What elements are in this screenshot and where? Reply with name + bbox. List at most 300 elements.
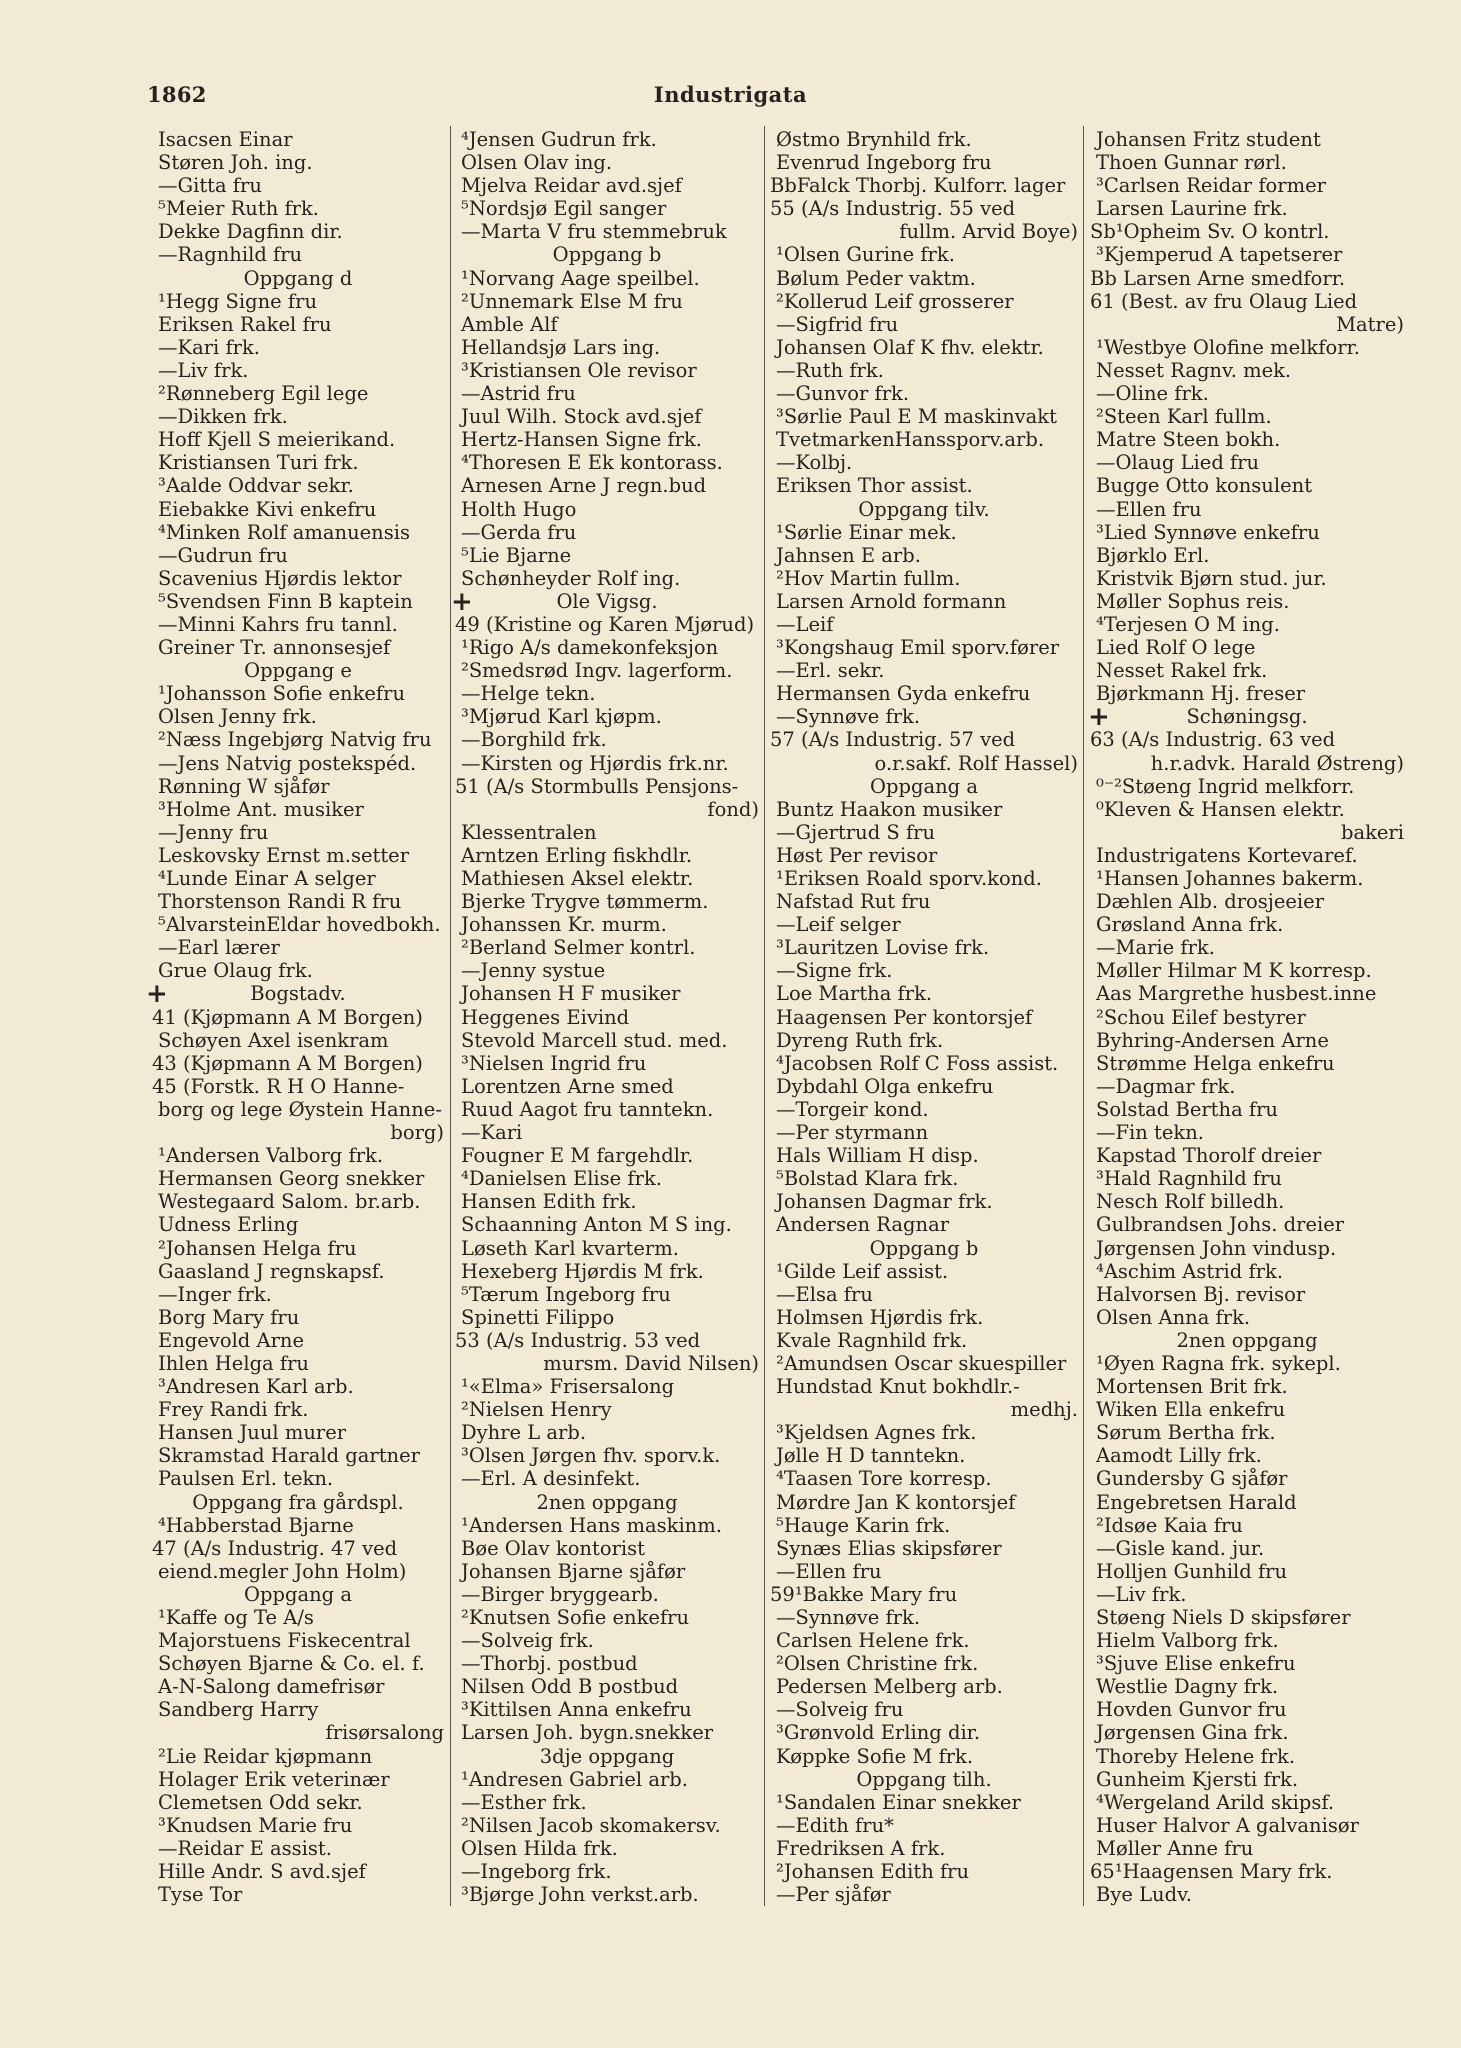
directory-entry: Støeng Niels D skipsfører — [1096, 1606, 1351, 1629]
directory-entry: ⁴Habberstad Bjarne — [158, 1513, 354, 1537]
directory-entry: ³Sjuve Elise enkefru — [1096, 1652, 1296, 1676]
section-heading: 2nen oppgang — [1176, 1328, 1318, 1352]
directory-entry: Møller Hilmar M K korresp. — [1096, 959, 1372, 983]
directory-entry: ³Holme Ant. musiker — [158, 797, 364, 821]
directory-entry: borg og lege Øystein Hanne- — [158, 1097, 442, 1121]
directory-entry: h.r.advk. Harald Østreng) — [1150, 751, 1404, 775]
directory-entry: ²Nilsen Jacob skomakersv. — [461, 1813, 721, 1837]
directory-entry: Holljen Gunhild fru — [1096, 1559, 1288, 1583]
directory-entry: —Sigfrid fru — [776, 312, 899, 336]
section-heading: Oppgang e — [244, 659, 352, 683]
directory-entry: Aamodt Lilly frk. — [1096, 1444, 1262, 1468]
directory-entry: Mathiesen Aksel elektr. — [461, 867, 694, 890]
directory-entry: ¹Kaffe og Te A/s — [158, 1606, 314, 1629]
directory-entry: ⁰Kleven & Hansen elektr. — [1096, 797, 1345, 821]
column-divider — [1083, 126, 1084, 1906]
directory-entry: Udness Erling — [158, 1213, 299, 1237]
directory-entry: —Solveig fru — [776, 1698, 904, 1722]
directory-entry: ⁴Jensen Gudrun frk. — [461, 128, 657, 151]
directory-entry: ¹Hansen Johannes bakerm. — [1096, 867, 1364, 890]
directory-entry: ²Næss Ingebjørg Natvig fru — [158, 728, 432, 752]
directory-entry: Strømme Helga enkefru — [1096, 1051, 1335, 1075]
directory-entry: ¹Rigo A/s damekonfeksjon — [461, 636, 719, 660]
directory-entry: ²Amundsen Oscar skuespiller — [776, 1351, 1067, 1375]
directory-entry: —Birger bryggearb. — [461, 1582, 659, 1606]
directory-entry: —Signe frk. — [776, 959, 893, 983]
directory-entry: Johansen Fritz student — [1096, 128, 1321, 151]
directory-entry: ⁵Lie Bjarne — [461, 543, 572, 567]
directory-entry: Gunheim Kjersti frk. — [1096, 1767, 1299, 1791]
directory-entry: ⁵Nordsjø Egil sanger — [461, 197, 667, 221]
directory-entry: —Borghild frk. — [461, 728, 607, 752]
directory-entry: ¹Hegg Signe fru — [158, 289, 317, 313]
directory-entry: A-N-Salong damefrisør — [158, 1675, 385, 1699]
directory-entry: —Olaug Lied fru — [1096, 451, 1260, 475]
directory-entry: Jørgensen John vindusp. — [1096, 1236, 1337, 1260]
directory-entry: Mørdre Jan K kontorsjef — [776, 1490, 1016, 1514]
directory-entry: fullm. Arvid Boye) — [899, 220, 1078, 244]
directory-entry: Olsen Jenny frk. — [158, 705, 317, 729]
directory-entry: ⁵AlvarsteinEldar hovedbokh. — [158, 913, 441, 937]
directory-entry: Eriksen Thor assist. — [776, 474, 973, 498]
directory-entry: Pedersen Melberg arb. — [776, 1675, 1003, 1699]
directory-entry: eiend.megler John Holm) — [158, 1559, 407, 1583]
directory-entry: —Oline frk. — [1096, 382, 1209, 406]
directory-entry: ³Kittilsen Anna enkefru — [461, 1698, 692, 1722]
directory-entry: Haagensen Per kontorsjef — [776, 1005, 1033, 1029]
directory-entry: ⁴Minken Rolf amanuensis — [158, 520, 410, 544]
directory-entry: Ihlen Helga fru — [158, 1351, 309, 1375]
directory-entry: Arnesen Arne J regn.bud — [461, 474, 707, 498]
directory-entry: Kvale Ragnhild frk. — [776, 1328, 968, 1352]
directory-column-3 — [770, 128, 1078, 1906]
section-heading: Oppgang d — [243, 266, 353, 290]
directory-entry: —Dikken frk. — [158, 405, 288, 429]
directory-entry: Evenrud Ingeborg fru — [776, 151, 992, 175]
directory-entry: Dyhre L arb. — [461, 1421, 587, 1445]
directory-entry: 55 (A/s Industrig. 55 ved — [770, 197, 1016, 221]
directory-entry: Lorentzen Arne smed — [461, 1074, 674, 1098]
directory-entry: ²Nielsen Henry — [461, 1398, 612, 1422]
directory-entry: Tyse Tor — [158, 1883, 243, 1907]
directory-entry: Jørgensen Gina frk. — [1096, 1721, 1289, 1745]
directory-entry: ³Aalde Oddvar sekr. — [158, 474, 354, 498]
directory-entry: Buntz Haakon musiker — [776, 797, 1003, 821]
directory-entry: Clemetsen Odd sekr. — [158, 1790, 363, 1814]
directory-entry: bakeri — [1340, 820, 1404, 844]
directory-entry: Hermansen Gyda enkefru — [776, 682, 1031, 706]
directory-entry: 41 (Kjøpmann A M Borgen) — [152, 1005, 423, 1029]
directory-entry: Sb¹Opheim Sv. O kontrl. — [1090, 220, 1330, 244]
cross-mark-icon: + — [146, 979, 168, 1009]
directory-entry: —Jenny fru — [158, 820, 269, 844]
directory-entry: ³Sørlie Paul E M maskinvakt — [776, 405, 1057, 429]
directory-entry: ³Kristiansen Ole revisor — [461, 358, 697, 382]
directory-entry: Høst Per revisor — [776, 843, 938, 867]
section-heading: Schøningsg. — [1186, 705, 1308, 729]
directory-entry: —Elsa fru — [776, 1282, 873, 1306]
directory-entry: —Gerda fru — [461, 520, 577, 544]
directory-entry: ³Kongshaug Emil sporv.fører — [776, 636, 1060, 660]
directory-entry: 45 (Forstk. R H O Hanne- — [152, 1074, 405, 1098]
directory-entry: Sandberg Harry — [158, 1698, 319, 1722]
directory-entry: Industrigatens Kortevaref. — [1096, 843, 1358, 867]
section-heading: Oppgang fra gårdspl. — [192, 1490, 404, 1514]
directory-entry: —Ellen fru — [1096, 497, 1202, 521]
directory-entry: Bb Larsen Arne smedforr. — [1090, 266, 1346, 290]
directory-entry: ⁴Danielsen Elise frk. — [461, 1167, 662, 1191]
directory-entry: Andersen Ragnar — [776, 1213, 950, 1237]
directory-entry: ¹Andresen Gabriel arb. — [461, 1767, 688, 1791]
directory-entry: Holager Erik veterinær — [158, 1767, 390, 1791]
directory-entry: Eriksen Rakel fru — [158, 312, 332, 336]
directory-entry: Rønning W sjåfør — [158, 774, 330, 798]
directory-entry: 63 (A/s Industrig. 63 ved — [1090, 728, 1336, 752]
directory-entry: ²Steen Karl fullm. — [1096, 405, 1272, 429]
directory-entry: Spinetti Filippo — [461, 1305, 615, 1329]
directory-entry: —Jenny systue — [461, 959, 606, 983]
directory-entry: Schønheyder Rolf ing. — [461, 566, 681, 590]
directory-entry: Hundstad Knut bokhdlr.- — [776, 1375, 1020, 1399]
directory-entry: Hermansen Georg snekker — [158, 1167, 425, 1191]
directory-entry: —Liv frk. — [1096, 1582, 1187, 1606]
directory-entry: 65¹Haagensen Mary frk. — [1090, 1860, 1333, 1884]
directory-entry: —Minni Kahrs fru tannl. — [158, 612, 398, 636]
directory-entry: —Fin tekn. — [1096, 1121, 1204, 1145]
directory-entry: Hexeberg Hjørdis M frk. — [461, 1259, 704, 1283]
directory-column-4 — [1090, 128, 1404, 1906]
page-number: 1862 — [147, 82, 207, 107]
directory-entry: —Gudrun fru — [158, 543, 288, 567]
directory-entry: ¹Westbye Olofine melkforr. — [1096, 335, 1360, 359]
directory-entry: Nesset Rakel frk. — [1096, 659, 1268, 683]
directory-entry: Matre Steen bokh. — [1096, 428, 1281, 452]
directory-entry: Wiken Ella enkefru — [1096, 1398, 1286, 1422]
directory-entry: —Gisle kand. jur. — [1096, 1536, 1265, 1560]
directory-entry: ²Schou Eilef bestyrer — [1096, 1005, 1306, 1029]
directory-entry: Synæs Elias skipsfører — [776, 1536, 1002, 1560]
directory-entry: ⁰⁻²Støeng Ingrid melkforr. — [1096, 774, 1355, 798]
directory-entry: Johansen Bjarne sjåfør — [461, 1559, 686, 1583]
directory-entry: ¹Sørlie Einar mek. — [776, 520, 957, 544]
directory-entry: Huser Halvor A galvanisør — [1096, 1813, 1359, 1837]
directory-entry: Køppke Sofie M frk. — [776, 1744, 974, 1768]
directory-entry: ⁵Tærum Ingeborg fru — [461, 1282, 671, 1306]
directory-entry: Fredriksen A frk. — [776, 1836, 946, 1860]
directory-entry: ³Grønvold Erling dir. — [776, 1721, 981, 1745]
directory-entry: ²Rønneberg Egil lege — [158, 382, 369, 406]
directory-entry: —Synnøve frk. — [776, 1606, 921, 1629]
directory-entry: Paulsen Erl. tekn. — [158, 1467, 334, 1491]
directory-entry: Sørum Bertha frk. — [1096, 1421, 1276, 1445]
directory-entry: Arntzen Erling fiskhdlr. — [461, 843, 693, 867]
directory-entry: ¹Johansson Sofie enkefru — [158, 682, 406, 706]
directory-entry: ³Bjørge John verkst.arb. — [461, 1883, 699, 1907]
directory-entry: Hals William H disp. — [776, 1144, 979, 1168]
page-title: Industrigata — [653, 82, 808, 107]
directory-entry: ¹Olsen Gurine frk. — [776, 243, 955, 267]
directory-column-1 — [152, 128, 444, 1906]
cross-mark-icon: + — [1088, 702, 1110, 732]
directory-entry: ⁴Jacobsen Rolf C Foss assist. — [776, 1051, 1059, 1075]
directory-entry: ²Knutsen Sofie enkefru — [461, 1606, 690, 1629]
directory-entry: —Ellen fru — [776, 1559, 882, 1583]
section-heading: Oppgang a — [870, 774, 978, 798]
directory-entry: borg) — [390, 1121, 444, 1145]
directory-entry: Byhring-Andersen Arne — [1096, 1028, 1329, 1052]
directory-entry: Klessentralen — [461, 820, 597, 844]
directory-entry: ²Berland Selmer kontrl. — [461, 936, 696, 960]
directory-entry: Carlsen Helene frk. — [776, 1629, 970, 1653]
directory-entry: Dybdahl Olga enkefru — [776, 1074, 994, 1098]
directory-entry: Jølle H D tanntekn. — [776, 1444, 966, 1468]
directory-entry: —Marta V fru stemmebruk — [461, 220, 727, 244]
directory-entry: Hansen Juul murer — [158, 1421, 347, 1445]
directory-entry: Olsen Hilda frk. — [461, 1836, 618, 1860]
directory-entry: Johansen Dagmar frk. — [776, 1190, 993, 1214]
directory-entry: 59¹Bakke Mary fru — [770, 1582, 958, 1606]
directory-entry: Gulbrandsen Johs. dreier — [1096, 1213, 1345, 1237]
directory-entry: Majorstuens Fiskecentral — [158, 1629, 411, 1653]
directory-entry: TvetmarkenHanssporv.arb. — [776, 428, 1045, 452]
directory-entry: ¹Eriksen Roald sporv.kond. — [776, 867, 1042, 890]
directory-entry: 51 (A/s Stormbulls Pensjons- — [455, 774, 739, 798]
directory-entry: ³Lauritzen Lovise frk. — [776, 936, 990, 960]
directory-entry: ³Hald Ragnhild fru — [1096, 1167, 1282, 1191]
directory-entry: Thoreby Helene frk. — [1096, 1744, 1296, 1768]
directory-entry: —Kolbj. — [776, 451, 853, 475]
section-heading: Oppgang b — [552, 243, 662, 267]
directory-entry: —Helge tekn. — [461, 682, 596, 706]
directory-entry: —Edith fru* — [776, 1813, 894, 1837]
directory-entry: Loe Martha frk. — [776, 982, 933, 1006]
directory-entry: —Inger frk. — [158, 1282, 272, 1306]
directory-entry: Holmsen Hjørdis frk. — [776, 1305, 984, 1329]
directory-entry: Lied Rolf O lege — [1096, 636, 1256, 660]
directory-entry: Johansen Olaf K fhv. elektr. — [776, 335, 1044, 359]
directory-entry: —Solveig frk. — [461, 1629, 594, 1653]
directory-entry: Kristvik Bjørn stud. jur. — [1096, 566, 1327, 590]
directory-entry: ³Knudsen Marie fru — [158, 1813, 353, 1837]
directory-entry: Nilsen Odd B postbud — [461, 1675, 679, 1699]
directory-entry: ²Olsen Christine frk. — [776, 1652, 979, 1676]
directory-entry: Solstad Bertha fru — [1096, 1097, 1278, 1121]
directory-entry: Westlie Dagny frk. — [1096, 1675, 1279, 1699]
directory-entry: ³Nielsen Ingrid fru — [461, 1051, 647, 1075]
directory-entry: ²Johansen Edith fru — [776, 1860, 970, 1884]
directory-entry: ²Idsøe Kaia fru — [1096, 1513, 1243, 1537]
directory-entry: Juul Wilh. Stock avd.sjef — [461, 405, 702, 429]
directory-entry: ⁵Bolstad Klara frk. — [776, 1167, 959, 1191]
section-heading: 2nen oppgang — [536, 1490, 678, 1514]
directory-entry: ³Olsen Jørgen fhv. sporv.k. — [461, 1444, 721, 1468]
directory-entry: ³Carlsen Reidar former — [1096, 174, 1326, 198]
directory-entry: —Ragnhild fru — [158, 243, 303, 267]
directory-entry: Aas Margrethe husbest.inne — [1096, 982, 1377, 1006]
directory-entry: Eiebakke Kivi enkefru — [158, 497, 377, 521]
directory-entry: Skramstad Harald gartner — [158, 1444, 420, 1468]
directory-entry: Frey Randi frk. — [158, 1398, 309, 1422]
directory-entry: —Astrid fru — [461, 382, 576, 406]
directory-entry: ⁵Meier Ruth frk. — [158, 197, 320, 221]
directory-entry: ¹Sandalen Einar snekker — [776, 1790, 1021, 1814]
directory-entry: —Leif selger — [776, 913, 901, 937]
directory-entry: Bøe Olav kontorist — [461, 1536, 645, 1560]
directory-entry: Grue Olaug frk. — [158, 959, 313, 983]
directory-entry: Heggenes Eivind — [461, 1005, 630, 1029]
section-heading: Oppgang a — [244, 1582, 352, 1606]
directory-entry: ²Lie Reidar kjøpmann — [158, 1744, 373, 1768]
directory-entry: Jahnsen E arb. — [776, 543, 921, 567]
directory-entry: Nesch Rolf billedh. — [1096, 1190, 1285, 1214]
directory-entry: —Kirsten og Hjørdis frk.nr. — [461, 751, 729, 775]
directory-entry: Hoff Kjell S meierikand. — [158, 428, 396, 452]
directory-entry: ³Kjeldsen Agnes frk. — [776, 1421, 977, 1445]
directory-entry: Amble Alf — [461, 312, 558, 336]
directory-entry: Johansen H F musiker — [461, 982, 681, 1006]
directory-entry: Schaanning Anton M S ing. — [461, 1213, 732, 1237]
directory-entry: ¹Norvang Aage speilbel. — [461, 266, 700, 290]
directory-entry: —Synnøve frk. — [776, 705, 921, 729]
directory-entry: —Dagmar frk. — [1096, 1074, 1236, 1098]
directory-entry: —Per styrmann — [776, 1121, 929, 1145]
directory-entry: Matre) — [1336, 312, 1404, 336]
directory-entry: ²Hov Martin fullm. — [776, 566, 961, 590]
directory-entry: ¹Øyen Ragna frk. sykepl. — [1096, 1351, 1341, 1375]
directory-entry: —Gunvor frk. — [776, 382, 910, 406]
directory-entry: ⁵Svendsen Finn B kaptein — [158, 589, 413, 613]
directory-entry: Ruud Aagot fru tanntekn. — [461, 1097, 714, 1121]
section-heading: Oppgang tilh. — [856, 1767, 992, 1791]
directory-entry: Hille Andr. S avd.sjef — [158, 1860, 366, 1884]
directory-entry: Halvorsen Bj. revisor — [1096, 1282, 1306, 1306]
directory-entry: Olsen Anna frk. — [1096, 1305, 1251, 1329]
directory-entry: —Per sjåfør — [776, 1883, 891, 1907]
column-divider — [450, 126, 451, 1906]
directory-entry: Bølum Peder vaktm. — [776, 266, 976, 290]
directory-entry: Olsen Olav ing. — [461, 151, 613, 175]
directory-entry: Hellandsjø Lars ing. — [461, 335, 661, 359]
directory-entry: Møller Sophus reis. — [1096, 589, 1290, 613]
directory-entry: Isacsen Einar — [158, 128, 293, 151]
directory-column-2 — [455, 128, 759, 1906]
directory-entry: ⁴Thoresen E Ek kontorass. — [461, 451, 723, 475]
section-heading: Bogstadv. — [250, 982, 346, 1006]
directory-entry: Kapstad Thorolf dreier — [1096, 1144, 1322, 1168]
directory-entry: 43 (Kjøpmann A M Borgen) — [152, 1051, 423, 1075]
directory-entry: —Ruth frk. — [776, 358, 884, 382]
directory-entry: Bjerke Trygve tømmerm. — [461, 890, 709, 914]
directory-entry: Møller Anne fru — [1096, 1836, 1254, 1860]
directory-entry: Mortensen Brit frk. — [1096, 1375, 1288, 1399]
directory-entry: frisørsalong — [325, 1721, 444, 1745]
directory-entry: ²Kollerud Leif grosserer — [776, 289, 1014, 313]
directory-entry: Engevold Arne — [158, 1328, 304, 1352]
directory-entry: 61 (Best. av fru Olaug Lied — [1090, 289, 1358, 313]
directory-entry: Løseth Karl kvarterm. — [461, 1236, 679, 1260]
directory-entry: —Gjertrud S fru — [776, 820, 936, 844]
directory-entry: ²Smedsrød Ingv. lagerform. — [461, 659, 733, 683]
directory-entry: —Marie frk. — [1096, 936, 1215, 960]
directory-entry: ³Kjemperud A tapetserer — [1096, 243, 1343, 267]
directory-entry: Gundersby G sjåfør — [1096, 1467, 1288, 1491]
directory-entry: Gaasland J regnskapsf. — [158, 1259, 385, 1283]
directory-entry: Nafstad Rut fru — [776, 890, 931, 914]
directory-entry: Hansen Edith frk. — [461, 1190, 637, 1214]
directory-entry: Bjørkmann Hj. freser — [1096, 682, 1306, 706]
directory-entry: Dæhlen Alb. drosjeeier — [1096, 890, 1325, 914]
directory-entry: Dekke Dagfinn dir. — [158, 220, 343, 244]
directory-entry: Westegaard Salom. br.arb. — [158, 1190, 421, 1214]
directory-entry: —Kari frk. — [158, 335, 261, 359]
directory-entry: Schøyen Axel isenkram — [158, 1028, 389, 1052]
directory-entry: Hielm Valborg frk. — [1096, 1629, 1279, 1653]
directory-entry: ⁴Taasen Tore korresp. — [776, 1467, 992, 1491]
directory-entry: —Erl. A desinfekt. — [461, 1467, 641, 1491]
cross-mark-icon: + — [451, 587, 473, 617]
directory-entry: Østmo Brynhild frk. — [776, 128, 972, 151]
directory-entry: Kristiansen Turi frk. — [158, 451, 359, 475]
directory-entry: Johanssen Kr. murm. — [461, 913, 667, 937]
directory-entry: ¹Andersen Hans maskinm. — [461, 1513, 722, 1537]
directory-entry: 57 (A/s Industrig. 57 ved — [770, 728, 1016, 752]
directory-entry: Greiner Tr. annonsesjef — [158, 636, 391, 660]
directory-entry: medhj. — [1010, 1398, 1078, 1422]
directory-entry: o.r.sakf. Rolf Hassel) — [874, 751, 1078, 775]
directory-entry: ⁴Wergeland Arild skipsf. — [1096, 1790, 1335, 1814]
directory-entry: —Leif — [776, 612, 834, 636]
directory-entry: Borg Mary fru — [158, 1305, 300, 1329]
directory-entry: ³Lied Synnøve enkefru — [1096, 520, 1320, 544]
directory-entry: ¹Gilde Leif assist. — [776, 1259, 949, 1283]
directory-entry: ²Johansen Helga fru — [158, 1236, 357, 1260]
directory-entry: Nesset Ragnv. mek. — [1096, 358, 1292, 382]
directory-entry: Bye Ludv. — [1096, 1883, 1192, 1907]
directory-entry: 49 (Kristine og Karen Mjørud) — [455, 612, 755, 636]
directory-entry: ⁴Lunde Einar A selger — [158, 867, 376, 890]
directory-entry: Mjelva Reidar avd.sjef — [461, 174, 682, 198]
directory-entry: Leskovsky Ernst m.setter — [158, 843, 410, 867]
directory-entry: Støren Joh. ing. — [158, 151, 313, 175]
directory-entry: —Esther frk. — [461, 1790, 587, 1814]
directory-entry: Larsen Joh. bygn.snekker — [461, 1721, 714, 1745]
directory-entry: ¹«Elma» Frisersalong — [461, 1375, 675, 1399]
directory-entry: —Liv frk. — [158, 358, 249, 382]
directory-entry: ³Mjørud Karl kjøpm. — [461, 705, 662, 729]
directory-entry: Thorstenson Randi R fru — [158, 890, 402, 914]
directory-entry: Hovden Gunvor fru — [1096, 1698, 1287, 1722]
directory-entry: —Jens Natvig postekspéd. — [158, 751, 417, 775]
directory-entry: Stevold Marcell stud. med. — [461, 1028, 728, 1052]
directory-entry: ¹Andersen Valborg frk. — [158, 1144, 384, 1168]
directory-entry: ⁴Terjesen O M ing. — [1096, 612, 1280, 636]
directory-entry: Holth Hugo — [461, 497, 577, 521]
directory-entry: —Thorbj. postbud — [461, 1652, 638, 1676]
section-heading: 3dje oppgang — [539, 1744, 675, 1768]
directory-entry: ³Andresen Karl arb. — [158, 1375, 354, 1399]
directory-entry: Bugge Otto konsulent — [1096, 474, 1313, 498]
directory-entry: Thoen Gunnar rørl. — [1096, 151, 1287, 175]
section-heading: Oppgang tilv. — [858, 497, 990, 521]
directory-entry: 47 (A/s Industrig. 47 ved — [152, 1536, 398, 1560]
directory-entry: mursm. David Nilsen) — [543, 1351, 759, 1375]
directory-entry: Dyreng Ruth frk. — [776, 1028, 944, 1052]
directory-entry: ²Unnemark Else M fru — [461, 289, 683, 313]
directory-entry: Fougner E M fargehdlr. — [461, 1144, 694, 1168]
directory-entry: —Torgeir kond. — [776, 1097, 929, 1121]
directory-entry: Bjørklo Erl. — [1096, 543, 1210, 567]
directory-entry: 53 (A/s Industrig. 53 ved — [455, 1328, 701, 1352]
